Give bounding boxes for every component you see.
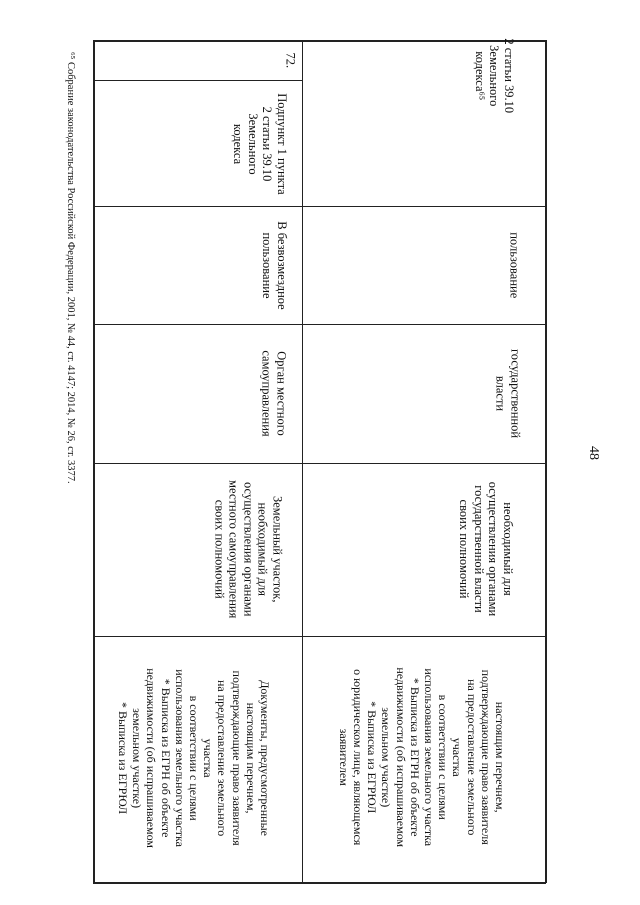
documents-line: на предоставление земельного — [215, 679, 230, 836]
row-number: 72. — [283, 51, 298, 68]
article-line: кодекса⁶⁵ — [472, 50, 487, 100]
purpose-line: необходимый для — [501, 502, 515, 596]
cell-row72-number — [94, 41, 302, 80]
documents-line: земельном участке) — [379, 706, 394, 807]
article-line: кодекса — [231, 123, 246, 164]
documents-line: земельном участке) — [130, 707, 145, 808]
purpose-line: необходимый для — [255, 502, 270, 597]
footnote: ⁶⁵ Собрание законодательства Российской Федерации, 2001, № 44, ст. 4147; 2014, № 26, ст. 3377. — [65, 52, 76, 484]
documents-line: подтверждающие право заявителя — [479, 669, 494, 845]
cell-prev-authority — [303, 325, 545, 463]
article-line: Земельного — [487, 44, 502, 106]
purpose-line: государственной власти — [472, 485, 486, 613]
documents-line: в соответствии с целями — [187, 695, 202, 821]
purpose-line: местного самоуправления — [226, 480, 241, 619]
cell-row72-article — [94, 81, 302, 206]
documents-line: настоящим перечнем, — [493, 701, 508, 813]
cell-prev-article — [303, 37, 545, 206]
documents-line: заявителем — [336, 728, 351, 786]
documents-line: о юридическом лице, являющемся — [351, 668, 366, 845]
table-border-right — [545, 40, 547, 883]
purpose-line: осуществления органами — [241, 482, 256, 617]
documents-line: в соответствии с целями — [436, 694, 451, 820]
authority-line: власти — [494, 375, 508, 412]
purpose-line: своих полномочий — [212, 499, 227, 599]
documents-line: * Выписка из ЕГРН об объекте — [408, 677, 422, 837]
article-line: 2 статьи 39.10 — [260, 106, 275, 181]
cell-prev-documents — [303, 637, 545, 882]
documents-line: * Выписка из ЕГРЮЛ — [116, 701, 131, 814]
cell-row72-authority — [94, 325, 302, 463]
documents-line: * Выписка из ЕГРЮЛ — [365, 700, 380, 813]
cell-row72-right-type — [94, 207, 302, 324]
article-line: 2 статьи 39.10 — [501, 37, 516, 113]
documents-line: недвижимости (об испрашиваемом — [144, 667, 159, 848]
article-line: Земельного — [246, 112, 260, 175]
documents-line: настоящим перечнем, — [243, 702, 258, 814]
authority-line: самоуправления — [260, 350, 274, 437]
purpose-line: осуществления органами — [486, 481, 501, 617]
documents-line: участка — [201, 738, 216, 778]
authority-line: государственной — [508, 348, 523, 439]
purpose-line: своих полномочий — [457, 499, 472, 599]
documents-line: участка — [450, 737, 465, 777]
right-type-line: пользование — [507, 231, 522, 298]
right-type-line: В безвозмездное — [275, 220, 289, 310]
cell-prev-purpose — [303, 464, 545, 636]
cell-row72-documents — [94, 637, 302, 882]
documents-line: использования земельного участка — [172, 668, 187, 847]
documents-line: использования земельного участка — [422, 667, 437, 846]
cell-row72-purpose — [94, 464, 302, 636]
documents-line: недвижимости (об испрашиваемом — [393, 666, 408, 847]
page-number: 48 — [586, 446, 601, 460]
purpose-line: Земельный участок, — [270, 496, 285, 603]
cell-prev-right-type — [303, 207, 545, 324]
table-border-bottom — [93, 882, 546, 884]
right-type-line: пользование — [260, 231, 275, 299]
article-line: Подпункт 1 пункта — [275, 92, 289, 195]
documents-line: подтверждающие право заявителя — [229, 670, 244, 846]
documents-line: * Выписка из ЕГРН об объекте — [158, 678, 173, 837]
authority-line: Орган местного — [274, 351, 289, 436]
documents-line: Документы, предусмотренные — [258, 679, 273, 836]
documents-line: на предоставление земельного — [464, 678, 479, 835]
